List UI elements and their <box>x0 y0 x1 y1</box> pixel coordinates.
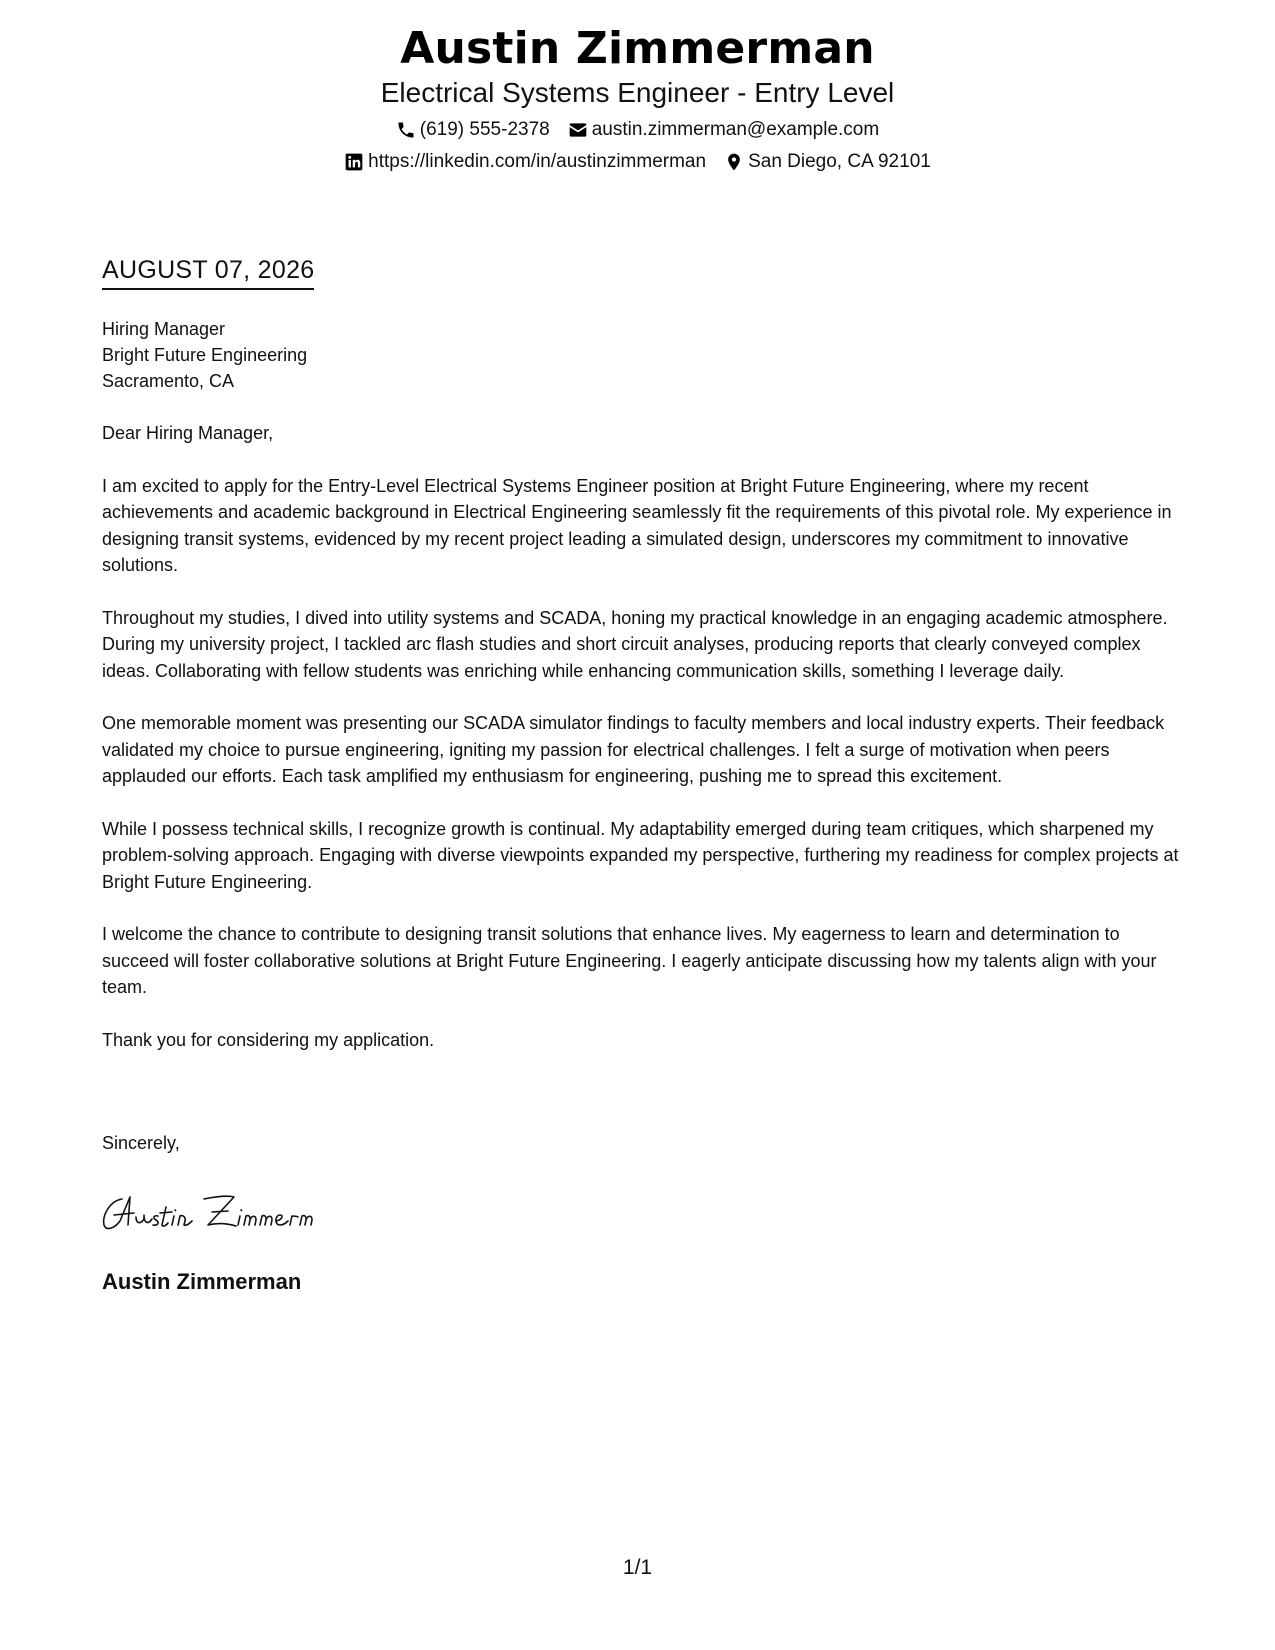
recipient-line: Sacramento, CA <box>102 371 235 391</box>
email-address[interactable]: austin.zimmerman@example.com <box>591 119 880 140</box>
linkedin-icon <box>344 152 364 172</box>
contact-location <box>724 150 931 174</box>
page-number: 1/1 <box>622 1556 653 1579</box>
recipient-line: Bright Future Engineering <box>102 345 308 365</box>
contact-email[interactable] <box>568 118 880 142</box>
body-paragraph: One memorable moment was presenting our SCADA simulator findings to faculty members and local industry experts. Their feedback validated my choice to pursue engineering, igniting my passion for electrical challenges. I felt a surge of motivation when peers applauded our efforts. Each task amplified my enthusiasm for engineering, pushing me to spread this excitement. <box>102 713 1165 786</box>
signature-graphic <box>100 1185 362 1235</box>
location-text: San Diego, CA 92101 <box>748 151 931 172</box>
recipient-line: Hiring Manager <box>102 319 226 339</box>
applicant-title: Electrical Systems Engineer - Entry Level <box>380 77 895 108</box>
envelope-icon <box>568 120 588 140</box>
body-paragraph: I welcome the chance to contribute to designing transit solutions that enhance lives. My eagerness to learn and determination to succeed will foster collaborative solutions at Bright Future Engineering. I eagerly anticipate discussing how my talents align with your team. <box>102 924 1157 997</box>
contact-linkedin[interactable] <box>344 150 706 174</box>
letter-date: AUGUST 07, 2026 <box>102 255 314 290</box>
handwritten-signature <box>100 1185 362 1235</box>
map-marker-icon <box>724 152 744 172</box>
salutation: Dear Hiring Manager, <box>102 423 274 443</box>
body-paragraph: While I possess technical skills, I recognize growth is continual. My adaptability emerged during team critiques, which sharpened my problem-solving approach. Engaging with diverse viewpoints expanded my perspective, furthering my readiness for complex projects at Bright Future Engineering. <box>102 818 1179 892</box>
signer-name: Austin Zimmerman <box>102 1269 302 1294</box>
contact-row-primary <box>0 118 1275 142</box>
contact-row-secondary <box>0 150 1275 174</box>
phone-icon <box>396 120 416 140</box>
letter-header <box>0 22 1275 174</box>
recipient-block <box>102 316 307 394</box>
applicant-name: Austin Zimmerman <box>400 23 875 74</box>
letter-body <box>102 420 1182 1079</box>
contact-phone <box>396 118 550 142</box>
closing-text: Sincerely, <box>102 1133 180 1153</box>
phone-number: (619) 555-2378 <box>419 119 550 140</box>
body-paragraph: I am excited to apply for the Entry-Level Electrical Systems Engineer position at Bright Future Engineering, where my recent achievements and academic background in Electrical Engineering seamlessly fit the requirements of this pivotal role. My experience in designing transit systems, evidenced by my recent project leading a simulated design, underscores my commitment to innovative solutions. <box>102 475 1172 575</box>
linkedin-url[interactable]: https://linkedin.com/in/austinzimmerman <box>368 151 707 172</box>
body-paragraph: Throughout my studies, I dived into utility systems and SCADA, honing my practical knowledge in an engaging academic atmosphere. During my university project, I tackled arc flash studies and short circuit analyses, producing reports that clearly conveyed complex ideas. Collaborating with fellow students was enriching while enhancing communication skills, something I leverage daily. <box>102 607 1168 681</box>
body-paragraph: Thank you for considering my application. <box>102 1029 435 1050</box>
